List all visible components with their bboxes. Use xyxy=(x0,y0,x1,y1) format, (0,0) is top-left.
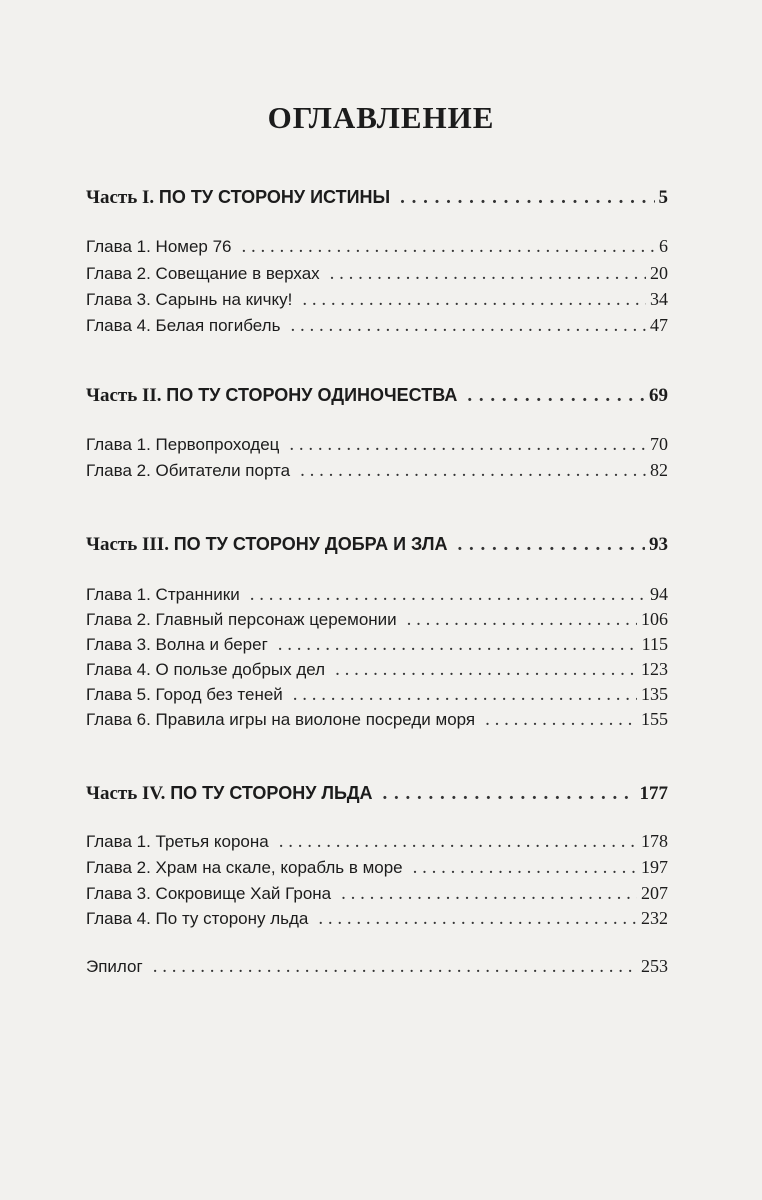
part-entry xyxy=(86,187,668,213)
page-number: 34 xyxy=(650,289,668,309)
chapter-label: Глава 2. Храм на скале, корабль в море xyxy=(86,858,403,877)
chapter-entry xyxy=(86,684,668,710)
chapter-label: Глава 3. Сокровище Хай Грона xyxy=(86,884,332,903)
dot-leader xyxy=(289,434,646,456)
chapter-entry xyxy=(86,289,668,315)
page-number: 69 xyxy=(649,385,668,406)
page-number: 253 xyxy=(641,956,668,976)
page-number: 47 xyxy=(650,315,668,335)
part-entry xyxy=(86,385,668,411)
page-number: 20 xyxy=(650,263,668,283)
dot-leader xyxy=(407,609,637,631)
dot-leader xyxy=(250,584,646,606)
chapter-entry xyxy=(86,584,668,610)
part-label xyxy=(86,783,373,805)
chapter-entry xyxy=(86,831,668,857)
dot-leader xyxy=(293,684,637,706)
page-number: 135 xyxy=(641,684,668,704)
page-number: 93 xyxy=(649,534,668,555)
dot-leader xyxy=(290,315,646,337)
part-name: ПО ТУ СТОРОНУ ИСТИНЫ xyxy=(158,187,391,207)
dot-leader xyxy=(467,385,645,407)
part-prefix: Часть IV. xyxy=(86,783,166,804)
dot-leader xyxy=(383,783,636,805)
chapter-label: Глава 2. Обитатели порта xyxy=(86,461,291,480)
dot-leader xyxy=(330,263,646,285)
epilogue-label: Эпилог xyxy=(86,957,143,976)
page-number: 94 xyxy=(650,584,668,604)
chapter-entry xyxy=(86,236,668,262)
chapter-entry xyxy=(86,315,668,341)
part-label xyxy=(86,385,457,407)
chapter-label: Глава 6. Правила игры на виолоне посреди моря xyxy=(86,710,476,729)
dot-leader xyxy=(242,236,655,258)
page-number: 197 xyxy=(641,857,668,877)
part-name: ПО ТУ СТОРОНУ ЛЬДА xyxy=(170,783,373,803)
dot-leader xyxy=(341,883,637,905)
chapter-label: Глава 3. Сарынь на кичку! xyxy=(86,290,293,309)
chapter-entry xyxy=(86,609,668,635)
chapter-entry xyxy=(86,908,668,934)
part-entry xyxy=(86,783,668,809)
part-name: ПО ТУ СТОРОНУ ДОБРА И ЗЛА xyxy=(173,534,448,554)
chapter-entry xyxy=(86,659,668,685)
part-prefix: Часть I. xyxy=(86,187,155,208)
dot-leader xyxy=(302,289,646,311)
chapter-label: Глава 2. Совещание в верхах xyxy=(86,264,320,283)
part-prefix: Часть III. xyxy=(86,534,169,555)
page-number: 106 xyxy=(641,609,668,629)
chapter-label: Глава 1. Первопроходец xyxy=(86,435,280,454)
chapter-entry xyxy=(86,857,668,883)
part-label xyxy=(86,534,447,556)
dot-leader xyxy=(153,956,637,978)
chapter-label: Глава 1. Третья корона xyxy=(86,832,269,851)
dot-leader xyxy=(413,857,637,879)
page-number: 6 xyxy=(659,236,668,256)
chapter-label: Глава 5. Город без теней xyxy=(86,685,283,704)
page-number: 5 xyxy=(658,187,668,208)
page-number: 70 xyxy=(650,434,668,454)
page-number: 115 xyxy=(641,634,668,654)
dot-leader xyxy=(300,460,646,482)
chapter-label: Глава 1. Странники xyxy=(86,585,240,604)
chapter-entry xyxy=(86,709,668,735)
dot-leader xyxy=(400,187,654,209)
dot-leader xyxy=(279,831,637,853)
toc-heading: ОГЛАВЛЕНИЕ xyxy=(267,100,495,135)
chapter-label: Глава 1. Номер 76 xyxy=(86,237,232,256)
chapter-entry xyxy=(86,263,668,289)
epilogue-entry xyxy=(86,956,668,982)
dot-leader xyxy=(485,709,637,731)
chapter-label: Глава 4. О пользе добрых дел xyxy=(86,660,326,679)
chapter-entry xyxy=(86,883,668,909)
chapter-label: Глава 4. По ту сторону льда xyxy=(86,909,309,928)
page-number: 123 xyxy=(641,659,668,679)
dot-leader xyxy=(278,634,638,656)
chapter-label: Глава 2. Главный персонаж церемонии xyxy=(86,610,397,629)
chapter-label: Глава 3. Волна и берег xyxy=(86,635,268,654)
part-name: ПО ТУ СТОРОНУ ОДИНОЧЕСТВА xyxy=(166,385,458,405)
chapter-label: Глава 4. Белая погибель xyxy=(86,316,281,335)
part-prefix: Часть II. xyxy=(86,385,162,406)
page-number: 178 xyxy=(641,831,668,851)
page-number: 177 xyxy=(639,783,668,804)
page-number: 207 xyxy=(641,883,668,903)
dot-leader xyxy=(335,659,637,681)
chapter-entry xyxy=(86,434,668,460)
dot-leader xyxy=(318,908,637,930)
chapter-entry xyxy=(86,460,668,486)
page-number: 232 xyxy=(641,908,668,928)
part-entry xyxy=(86,534,668,560)
page-number: 155 xyxy=(641,709,668,729)
page-number: 82 xyxy=(650,460,668,480)
dot-leader xyxy=(457,534,645,556)
part-label xyxy=(86,187,390,209)
chapter-entry xyxy=(86,634,668,660)
